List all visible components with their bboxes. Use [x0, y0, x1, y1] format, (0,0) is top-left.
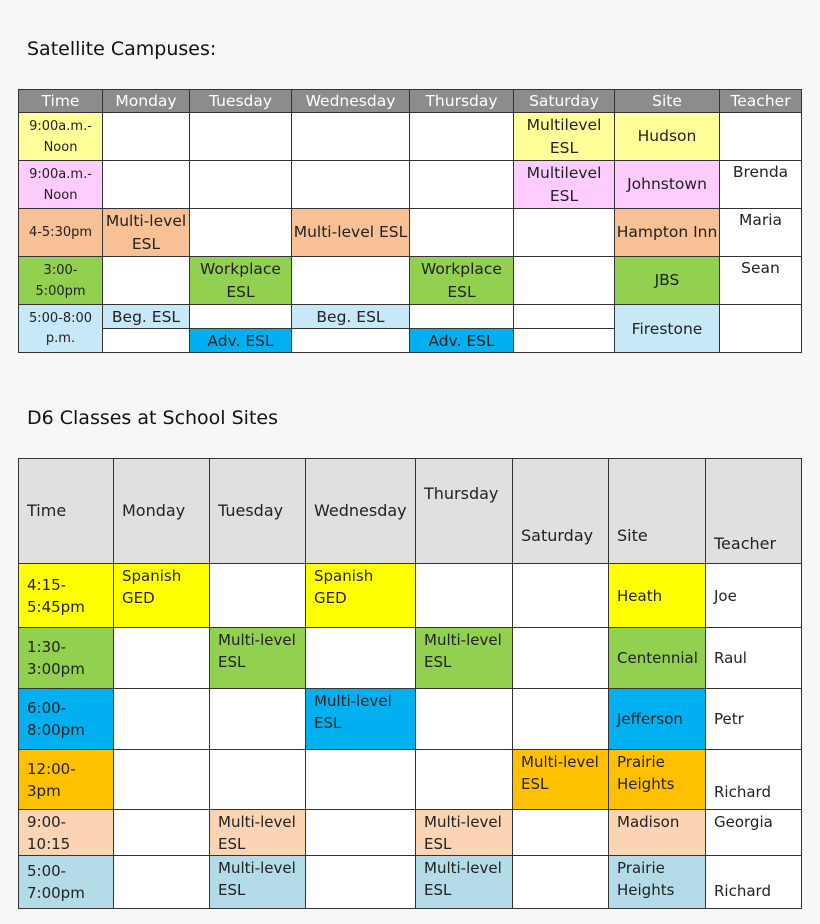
tuesday-cell: Multi-level ESL — [210, 628, 306, 689]
time-cell: 3:00- 5:00pm — [19, 257, 103, 305]
thursday-cell — [410, 209, 514, 257]
wednesday-cell — [306, 750, 416, 810]
tuesday-cell — [190, 305, 292, 329]
table-header-row — [19, 459, 802, 564]
wednesday-cell: Spanish GED — [306, 564, 416, 628]
site-cell: Hampton Inn — [615, 209, 720, 257]
teacher-cell: Maria — [720, 209, 802, 257]
saturday-cell — [514, 329, 615, 353]
time-cell: 6:00- 8:00pm — [19, 689, 114, 750]
satellite-schedule-table — [18, 89, 802, 353]
thursday-cell — [416, 750, 513, 810]
monday-cell — [103, 329, 190, 353]
monday-cell — [114, 856, 210, 909]
table-row — [19, 113, 802, 161]
header-time: Time — [19, 90, 103, 113]
tuesday-cell — [210, 750, 306, 810]
site-cell: Madison — [609, 810, 706, 856]
table-row — [19, 628, 802, 689]
time-cell: 1:30- 3:00pm — [19, 628, 114, 689]
header-monday: Monday — [114, 459, 210, 564]
monday-cell — [114, 689, 210, 750]
tuesday-cell: Workplace ESL — [190, 257, 292, 305]
thursday-cell — [410, 113, 514, 161]
teacher-cell: Petr — [706, 689, 802, 750]
teacher-cell: Raul — [706, 628, 802, 689]
monday-cell — [103, 161, 190, 209]
table-row — [19, 810, 802, 856]
saturday-cell: Multi-level ESL — [513, 750, 609, 810]
tuesday-cell: Multi-level ESL — [210, 810, 306, 856]
site-cell: Prairie Heights — [609, 750, 706, 810]
thursday-cell — [416, 689, 513, 750]
site-cell: Firestone — [615, 305, 720, 353]
header-thursday: Thursday — [410, 90, 514, 113]
wednesday-cell — [292, 329, 410, 353]
monday-cell — [103, 113, 190, 161]
time-cell: 4:15- 5:45pm — [19, 564, 114, 628]
tuesday-cell — [190, 161, 292, 209]
monday-cell — [114, 810, 210, 856]
monday-cell — [103, 257, 190, 305]
monday-cell — [114, 750, 210, 810]
d6-schedule-table — [18, 458, 802, 909]
wednesday-cell — [292, 257, 410, 305]
teacher-cell — [720, 305, 802, 353]
header-site: Site — [609, 459, 706, 564]
monday-cell: Spanish GED — [114, 564, 210, 628]
table-row — [19, 750, 802, 810]
site-cell: Hudson — [615, 113, 720, 161]
table-row — [19, 856, 802, 909]
teacher-cell: Richard — [706, 750, 802, 810]
time-cell: 5:00- 7:00pm — [19, 856, 114, 909]
table-row — [19, 689, 802, 750]
time-cell: 9:00- 10:15 — [19, 810, 114, 856]
saturday-cell — [513, 564, 609, 628]
wednesday-cell: Beg. ESL — [292, 305, 410, 329]
satellite-title: Satellite Campuses: — [27, 38, 217, 60]
tuesday-cell — [210, 689, 306, 750]
table-row — [19, 564, 802, 628]
header-thursday: Thursday — [416, 459, 513, 564]
thursday-cell: Multi-level ESL — [416, 628, 513, 689]
saturday-cell — [514, 257, 615, 305]
teacher-cell: Richard — [706, 856, 802, 909]
saturday-cell: Multilevel ESL — [514, 161, 615, 209]
teacher-cell: Sean — [720, 257, 802, 305]
header-time: Time — [19, 459, 114, 564]
time-cell: 12:00- 3pm — [19, 750, 114, 810]
table-row — [19, 161, 802, 209]
tuesday-cell — [210, 564, 306, 628]
monday-cell — [114, 628, 210, 689]
time-cell: 4-5:30pm — [19, 209, 103, 257]
site-cell: Heath — [609, 564, 706, 628]
saturday-cell — [513, 628, 609, 689]
thursday-cell: Adv. ESL — [410, 329, 514, 353]
header-tuesday: Tuesday — [190, 90, 292, 113]
time-cell: 5:00-8:00 p.m. — [19, 305, 103, 353]
thursday-cell — [410, 161, 514, 209]
thursday-cell — [416, 564, 513, 628]
header-tuesday: Tuesday — [210, 459, 306, 564]
header-saturday: Saturday — [514, 90, 615, 113]
teacher-cell: Georgia — [706, 810, 802, 856]
header-wednesday: Wednesday — [306, 459, 416, 564]
monday-cell: Multi-level ESL — [103, 209, 190, 257]
header-wednesday: Wednesday — [292, 90, 410, 113]
site-cell: Johnstown — [615, 161, 720, 209]
site-cell: JBS — [615, 257, 720, 305]
saturday-cell: Multilevel ESL — [514, 113, 615, 161]
monday-cell: Beg. ESL — [103, 305, 190, 329]
table-row — [19, 257, 802, 305]
saturday-cell — [513, 856, 609, 909]
header-saturday: Saturday — [513, 459, 609, 564]
teacher-cell — [720, 113, 802, 161]
thursday-cell: Multi-level ESL — [416, 856, 513, 909]
thursday-cell: Workplace ESL — [410, 257, 514, 305]
time-cell: 9:00a.m.- Noon — [19, 161, 103, 209]
saturday-cell — [513, 810, 609, 856]
table-row — [19, 305, 802, 329]
teacher-cell: Joe — [706, 564, 802, 628]
header-teacher: Teacher — [706, 459, 802, 564]
tuesday-cell — [190, 113, 292, 161]
tuesday-cell: Adv. ESL — [190, 329, 292, 353]
site-cell: Jefferson — [609, 689, 706, 750]
thursday-cell — [410, 305, 514, 329]
header-monday: Monday — [103, 90, 190, 113]
tuesday-cell: Multi-level ESL — [210, 856, 306, 909]
wednesday-cell — [306, 810, 416, 856]
table-header-row — [19, 90, 802, 113]
saturday-cell — [514, 305, 615, 329]
time-cell: 9:00a.m.- Noon — [19, 113, 103, 161]
saturday-cell — [514, 209, 615, 257]
header-teacher: Teacher — [720, 90, 802, 113]
wednesday-cell — [306, 856, 416, 909]
header-site: Site — [615, 90, 720, 113]
wednesday-cell: Multi-level ESL — [292, 209, 410, 257]
thursday-cell: Multi-level ESL — [416, 810, 513, 856]
table-row — [19, 209, 802, 257]
wednesday-cell: Multi-level ESL — [306, 689, 416, 750]
d6-title: D6 Classes at School Sites — [27, 407, 278, 429]
wednesday-cell — [306, 628, 416, 689]
site-cell: Prairie Heights — [609, 856, 706, 909]
wednesday-cell — [292, 113, 410, 161]
saturday-cell — [513, 689, 609, 750]
teacher-cell: Brenda — [720, 161, 802, 209]
tuesday-cell — [190, 209, 292, 257]
wednesday-cell — [292, 161, 410, 209]
site-cell: Centennial — [609, 628, 706, 689]
